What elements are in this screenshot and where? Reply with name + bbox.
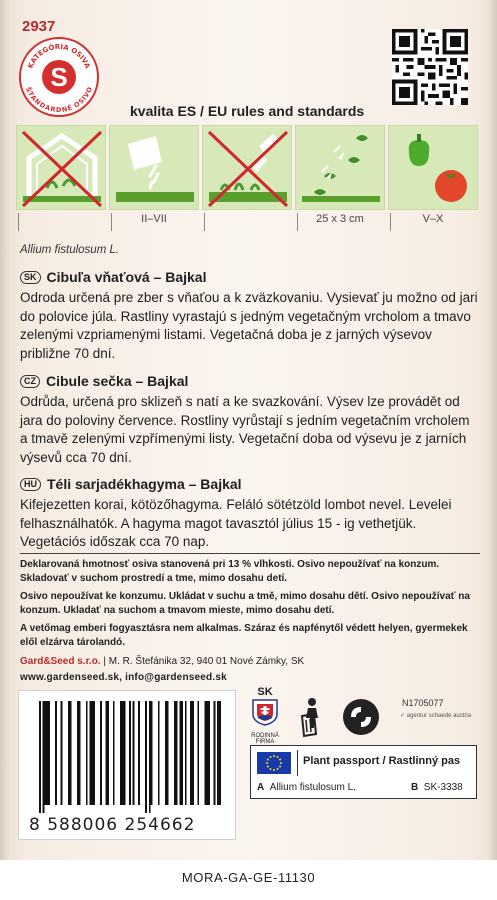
transplant-crossed-icon (202, 125, 292, 210)
cert-logo-icon: ✓ (400, 713, 406, 719)
barcode-bar (120, 701, 125, 805)
notice-cz-sk: Osivo nepoužívat ke konzumu. Ukládat v suchu a tmě, mimo dosahu dětí. Osivo nepoužívať na konzum. Ukladať na suchom a tmavom mieste, mimo dosahu detí. (20, 591, 470, 616)
barcode-bar (197, 701, 199, 805)
eu-star (270, 756, 272, 758)
eu-star (277, 768, 279, 770)
lang-badge: SK (20, 271, 41, 284)
sowing-icon (109, 125, 199, 210)
icon-caption-tick (204, 213, 205, 231)
recycle-bin-icon (294, 696, 330, 738)
icon-cell-spacing (295, 125, 387, 233)
passport-a-label: A (257, 782, 265, 793)
eu-flag-icon (257, 752, 291, 774)
cert-code: N1705077 (402, 698, 444, 708)
icon-cell-sowing (109, 125, 201, 233)
eu-star (273, 769, 275, 771)
icon-caption-tick (18, 213, 19, 231)
cert-logo (400, 712, 471, 719)
footer-code: MORA-GA-GE-11130 (181, 870, 316, 885)
barcode-bar (217, 701, 221, 805)
icon-cell-greenhouse (16, 125, 108, 233)
icon-cell-transplant (202, 125, 294, 233)
barcode-bar (179, 701, 183, 805)
icon-caption: V–X (422, 213, 444, 225)
barcode-bar (205, 701, 210, 805)
barcode-bar (113, 701, 115, 805)
cert-logo-text: agentur schaede austria (406, 713, 472, 719)
plant-passport (250, 745, 477, 799)
barcode-bar (138, 701, 140, 805)
barcode-bar (61, 701, 63, 805)
section-sk (20, 268, 480, 363)
sk-family-mark (248, 686, 282, 745)
section-cz (20, 372, 480, 467)
barcode-bars (35, 701, 221, 813)
variety-number: 2937 (22, 18, 56, 35)
greenhouse-crossed-icon (16, 125, 106, 210)
barcode-bar (185, 701, 187, 805)
section-body: Odroda určená pre zber s vňaťou a k zväzkovaniu. Vysievať ju možno od jari do polovice júla. Rastliny vyrastajú s jedným vegetačným vrcholom a tmavo zelenými vzpriamenými listami. Vegetačná doba je z jarných výsevov približne 70 dní. (20, 290, 478, 361)
quality-line: kvalita ES / EU rules and standards (130, 103, 365, 119)
barcode-bar (129, 701, 131, 805)
barcode-bar (149, 701, 151, 813)
latin-name: Allium fistulosum L. (20, 244, 120, 256)
passport-b-value: SK-3338 (423, 782, 463, 793)
harvest-icon (388, 125, 478, 210)
barcode-bar (165, 701, 169, 805)
passport-b (411, 782, 463, 793)
barcode-bar (106, 701, 110, 805)
growing-icons-row (16, 125, 478, 233)
spacing-icon (295, 125, 385, 210)
section-hu (20, 475, 480, 552)
barcode-bar (39, 701, 41, 813)
barcode-bar (158, 701, 160, 805)
notice-sk: Deklarovaná hmotnosť osiva stanovená pri 13 % vlhkosti. Osivo nepoužívať na konzum. Skladovať v suchom prostredí a tme, mimo dosahu detí. (20, 559, 440, 584)
sk-shield-icon (248, 698, 282, 726)
icon-cell-harvest (388, 125, 480, 233)
packet-edge-right (487, 0, 497, 900)
barcode-bar (68, 701, 72, 805)
barcode-bar (174, 701, 178, 805)
packet-edge-left (0, 0, 10, 900)
eu-star (273, 755, 275, 757)
qr-code (392, 28, 468, 106)
eu-star (280, 762, 282, 764)
icon-caption: 25 x 3 cm (316, 213, 364, 225)
badge-letter: S (50, 62, 68, 92)
barcode-bar (86, 701, 88, 805)
company-name: Gard&Seed s.r.o. (20, 656, 101, 667)
barcode-bar (100, 701, 102, 805)
section-body: Kifejezetten korai, kötözőhagyma. Feláló sötétzöld lombot nevel. Levelei felhasználhatók. A hagyma magot tavasztól július 15 - ig vethetjük. Vegetációs időszak cca 70 nap. (20, 497, 452, 550)
eu-star (267, 766, 269, 768)
eu-star (279, 759, 281, 761)
green-dot-icon (342, 698, 380, 736)
eu-star (266, 762, 268, 764)
badge-bottom-text: ŠTANDARDNÉ OSIVO (23, 85, 95, 115)
barcode-bar (190, 701, 194, 805)
notice-hu: A vetőmag emberi fogyasztásra nem alkalmas. Száraz és napfénytől védett helyen, gyermekek elől elzárva tárolandó. (20, 623, 468, 648)
barcode-bar (43, 701, 45, 813)
sk-subtext: RODINNÁ FIRMA (251, 733, 279, 745)
divider (20, 553, 480, 554)
barcode-bar (55, 701, 57, 805)
passport-divider (297, 750, 298, 776)
lang-badge: CZ (20, 375, 40, 388)
icon-caption: II–VII (141, 213, 167, 225)
section-title: Cibule sečka – Bajkal (46, 373, 189, 389)
seed-category-badge (18, 36, 100, 118)
section-body: Odrůda, určená pro sklizeň s natí a ke svazkování. Výsev lze provádět od jara do poloviny července. Rostliny vyrůstají s jedním vegetačním vrcholem a tmavě zelenými vzpřímenými listy. Vegetační doba od výsevu je z jarních výsevů cca 70 dní. (20, 394, 470, 465)
section-title: Téli sarjadékhagyma – Bajkal (47, 476, 242, 492)
sk-label: SK (257, 686, 273, 698)
barcode-bar (151, 701, 153, 805)
eu-star (279, 766, 281, 768)
eu-star (267, 759, 269, 761)
passport-b-label: B (411, 782, 419, 793)
passport-a-value: Allium fistulosum L. (269, 782, 356, 793)
company-address: | M. R. Štefánika 32, 940 01 Nové Zámky, SK (100, 656, 305, 667)
company-web: www.gardenseed.sk, info@gardenseed.sk (20, 672, 227, 683)
eu-star (277, 756, 279, 758)
barcode-bar (44, 701, 49, 805)
company-line (20, 656, 304, 667)
barcode (18, 690, 236, 840)
section-title: Cibuľa vňaťová – Bajkal (46, 269, 207, 285)
barcode-bar (77, 701, 81, 805)
badge-top-text: KATEGÓRIA OSIVA (26, 42, 92, 70)
barcode-digits: 8 588006 254662 (29, 815, 196, 835)
barcode-bar (214, 701, 216, 805)
barcode-bar (89, 701, 94, 805)
barcode-bar (145, 701, 147, 813)
barcode-bar (133, 701, 135, 805)
lang-badge: HU (20, 478, 41, 491)
passport-a (257, 782, 356, 793)
passport-title: Plant passport / Rastlinný pas (303, 755, 461, 767)
eu-star (270, 768, 272, 770)
